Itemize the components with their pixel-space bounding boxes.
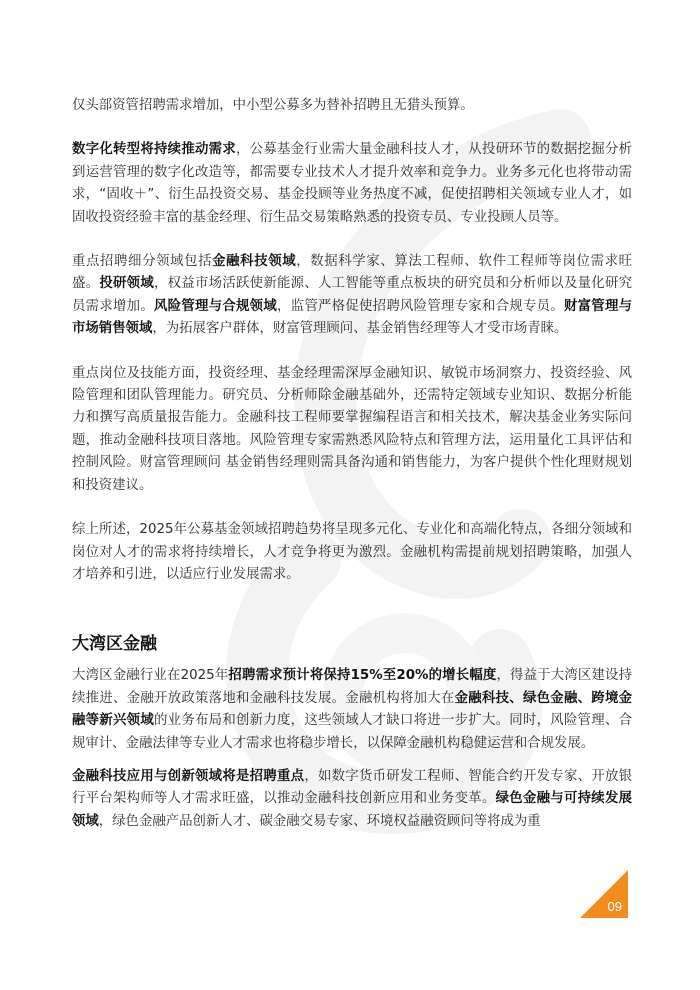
paragraph-headhunter-budget: 仅头部资管招聘需求增加，中小型公募多为替补招聘且无猎头预算。 xyxy=(72,98,474,113)
paragraph-summary: 综上所述，2025年公募基金领域招聘趋势将呈现多元化、专业化和高端化特点，各细分领域和岗位对人才的需求将持续增长，人才竞争将更为激烈。金融机构需提前规划招聘策略，加强人才培养和引进，以适应行业发展需求。 xyxy=(72,522,632,582)
paragraph-key-positions-skills: 重点岗位及技能方面，投资经理、基金经理需深厚金融知识、敏锐市场洞察力、投资经验、风险管理和团队管理能力。研究员、分析师除金融基础外，还需特定领域专业知识、数据分析能力和撰写高质量报告能力。金融科技工程师要掌握编程语言和相关技术，解决基金业务实际问题，推动金融科技项目落地。风险管理专家需熟悉风险特点和管理方法，运用量化工具评估和控制风险。财富管理顾问 基金销售经理则需具备沟通和销售能力，为客户提供个性化理财规划和投资建议。 xyxy=(72,365,632,493)
bold-risk-compliance-field: 风险管理与合规领域 xyxy=(154,298,277,314)
paragraph-key-recruitment-areas: 重点招聘细分领域包括金融科技领域，数据科学家、算法工程师、软件工程师等岗位需求旺盛。投研领域，权益市场活跃使新能源、人工智能等重点板块的研究员和分析师以及量化研究员需求增加。风险管理与合规领域，监管严格促使招聘风险管理专家和合规专员。财富管理与市场销售领域，为拓展客户群体，财富管理顾问、基金销售经理等人才受市场青睐。 xyxy=(72,254,633,337)
page-number: 09 xyxy=(607,899,622,914)
paragraph-digital-transformation: 数字化转型将持续推动需求，公募基金行业需大量金融科技人才，从投研环节的数据挖掘分析到运营管理的数字化改造等，都需要专业技术人才提升效率和竞争力。业务多元化也将带动需求，“固收＋”、衍生品投资交易、基金投顾等业务热度不减，促使招聘相关领域专业人才，如固收投资经验丰富的基金经理、衍生品交易策略熟悉的投资专员、专业投顾人员等。 xyxy=(72,142,632,225)
section-title-greater-bay-area: 大湾区金融 xyxy=(72,634,157,655)
article-body xyxy=(72,95,632,855)
bold-fintech-innovation: 金融科技应用与创新领域将是招聘重点 xyxy=(72,768,305,784)
paragraph-gba-growth: 大湾区金融行业在2025年招聘需求预计将保持15%至20%的增长幅度，得益于大湾区建设持续推进、金融开放政策落地和金融科技发展。金融机构将加大在金融科技、绿色金融、跨境金融等新兴领域的业务布局和创新力度，这些领域人才缺口将进一步扩大。同时，风险管理、合规审计、金融法律等专业人才需求也将稳步增长，以保障金融机构稳健运营和合规发展。 xyxy=(72,668,633,751)
bold-wealth-sales-field: 财富管理与市场销售领域 xyxy=(72,298,633,337)
bold-green-finance: 绿色金融与可持续发展领域 xyxy=(72,791,633,829)
bold-research-field: 投研领域 xyxy=(99,276,155,292)
bold-digital-transformation: 数字化转型将持续推动需求 xyxy=(72,142,236,158)
bold-growth-forecast: 招聘需求预计将保持15%至20%的增长幅度 xyxy=(228,668,497,684)
bold-fintech-field: 金融科技领域 xyxy=(212,254,297,270)
bold-emerging-fields: 金融科技、绿色金融、跨境金融等新兴领域 xyxy=(72,690,632,729)
paragraph-fintech-green-finance: 金融科技应用与创新领域将是招聘重点，如数字货币研发工程师、智能合约开发专家、开放银行平台架构师等人才需求旺盛，以推动金融科技创新应用和业务变革。绿色金融与可持续发展领域，绿色金融产品创新人才、碳金融交易专家、环境权益融资顾问等将成为重 xyxy=(72,768,633,829)
